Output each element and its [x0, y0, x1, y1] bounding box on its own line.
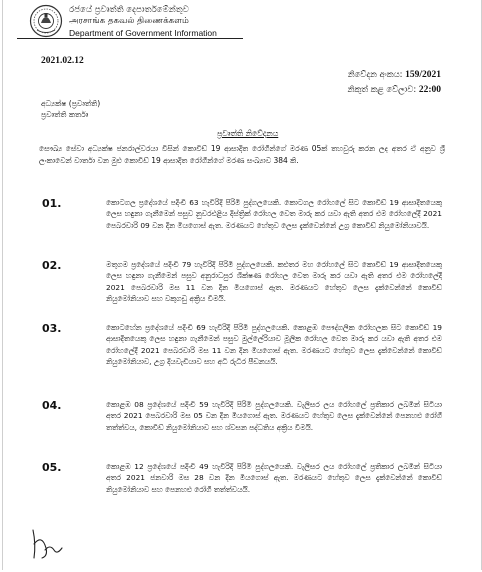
item-text: මතුගම ප්‍රදේශයේ පදිංචි 79 හැවිරිදි පිරිමි පුද්ගලයෙකි. කළුතර මහ රෝහලේ සිට කොවිඩ් 19 ආසාදිතයෙකු ලෙස හඳුනා ගැනීමෙන් පසුව අනුරාධපුර ශික්ෂණ රෝහල වෙත මාරු කර යවා ඇති අතර එම රෝහලේදී 2021 පෙබරවාරි මස 11 වන දින මියගොස් ඇත. මරණයට හේතුව ලෙස දැක්වෙන්නේ කොවිඩ් නියුමෝනියාව සහ වකුගඩු අක්‍රිය වීමයි.	[106, 260, 442, 303]
intro-paragraph: සෞඛ්‍ය සේවා අධ්‍යක්ෂ ජනරාල්වරයා විසින් කොවිඩ් 19 ආසාදිත රෝගීන්ගේ මරණ 05ක් තහවුරු කරන ලද අතර ඒ අනුව ශ්‍රී ලංකාවෙන් වාර්තා වන මුළු කොවිඩ් 19 ආසාදිත රෝගීන්ගේ මරණ සංඛ්‍යාව 384 කි.	[39, 144, 445, 165]
signature-icon	[29, 524, 65, 564]
letterhead-tamil: அரசாங்க தகவல் திணைக்களம்	[69, 16, 189, 26]
item-text: කොළඹ 08 ප්‍රදේශයේ පදිංචි 59 හැවිරිදි පිරිමි පුද්ගලයෙකි. වැලිසර ලය රෝහලේ ප්‍රතිකාර ලබමින් සිටියා අතර 2021 පෙබරවාරි මස 05 වන දින මියගොස් ඇත. මරණයට හේතුව ලෙස දැක්වෙන්නේ පෙනහළු රෝගී තත්ත්වය, කොවිඩ් නියුමෝනියාව සහ ශ්වසන පද්ධතිය අක්‍රිය වීමයි.	[106, 400, 442, 432]
release-time-label: නිකුත් කළ වේලාව:	[347, 84, 417, 94]
item-text: කොටගල ප්‍රදේශයේ පදිංචි 63 හැවිරිදි පිරිමි පුද්ගලයෙකි. කොටගල රෝහලේ සිට කොවිඩ් 19 ආසාදිතයෙකු ලෙස හඳුනා ගැනීමෙන් පසුව නුවරඑළිය දිස්ත්‍රික් රෝහල වෙත මාරු කර යවා ඇති අතර එම රෝහලේදී 2021 පෙබරවාරි 09 වන දින මියගොස් ඇත. මරණයට හේතුව ලෙස දැක්වෙන්නේ උග්‍ර කොවිඩ් නියුමෝනියාවයි.	[106, 198, 442, 230]
release-date: 2021.02.12	[41, 56, 84, 66]
letterhead-english: Department of Government Information	[69, 28, 217, 38]
item-number: 01.	[42, 197, 62, 210]
release-number-row	[348, 69, 441, 81]
item-number: 02.	[42, 259, 62, 272]
document-title: ප්‍රවෘත්ති නිවේදනය	[217, 129, 279, 138]
press-release-page	[2, 0, 482, 570]
sri-lanka-emblem-icon	[29, 4, 63, 38]
letterhead-sinhala: රජයේ ප්‍රවෘත්ති දෙපාර්තමේන්තුව	[69, 5, 189, 15]
release-time-row	[348, 84, 441, 96]
item-text: කොටහේන ප්‍රදේශයේ පදිංචි 69 හැවිරිදි පිරිමි පුද්ගලයෙකි. කොළඹ පෞද්ගලික රෝහලක සිට කොවිඩ් 19 ආසාදිතයෙකු ලෙස හඳුනා ගැනීමෙන් පසුව මුල්ලේරියාව මූලික රෝහල වෙත මාරු කර යවා ඇති අතර එම රෝහලේදී 2021 පෙබරවාරි මස 11 වන දින මියගොස් ඇත. මරණයට හේතුව ලෙස දැක්වෙන්නේ කොවිඩ් නියුමෝනියාව, උග්‍ර දියවැඩියාව සහ අධි රුධිර පීඩනයයි.	[106, 323, 442, 366]
item-number: 03.	[42, 322, 62, 335]
item-text: කොළඹ 12 ප්‍රදේශයේ පදිංචි 49 හැවිරිදි පිරිමි පුද්ගලයෙකි. වැලිසර ලය රෝහලේ ප්‍රතිකාර ලබමින් සිටියා අතර 2021 ජනවාරි මස 28 වන දින මියගොස් ඇත. මරණයට හේතුව ලෙස දැක්වෙන්නේ කොවිඩ් නියුමෝනියාව සහ පෙනහළු රෝගී තත්ත්වයයි.	[106, 462, 442, 494]
addressee-line-2: ප්‍රවෘත්ති කර්තෘ	[41, 110, 89, 119]
release-number-label: නිවේදන අංකය:	[347, 69, 403, 79]
addressee-line-1: අධ්‍යක්ෂ (ප්‍රවෘත්ති)	[41, 99, 101, 108]
item-number: 05.	[42, 461, 62, 474]
release-number: 159/2021	[405, 70, 441, 80]
item-number: 04.	[42, 399, 62, 412]
letterhead-divider	[17, 38, 243, 39]
release-time: 22:00	[418, 85, 441, 95]
